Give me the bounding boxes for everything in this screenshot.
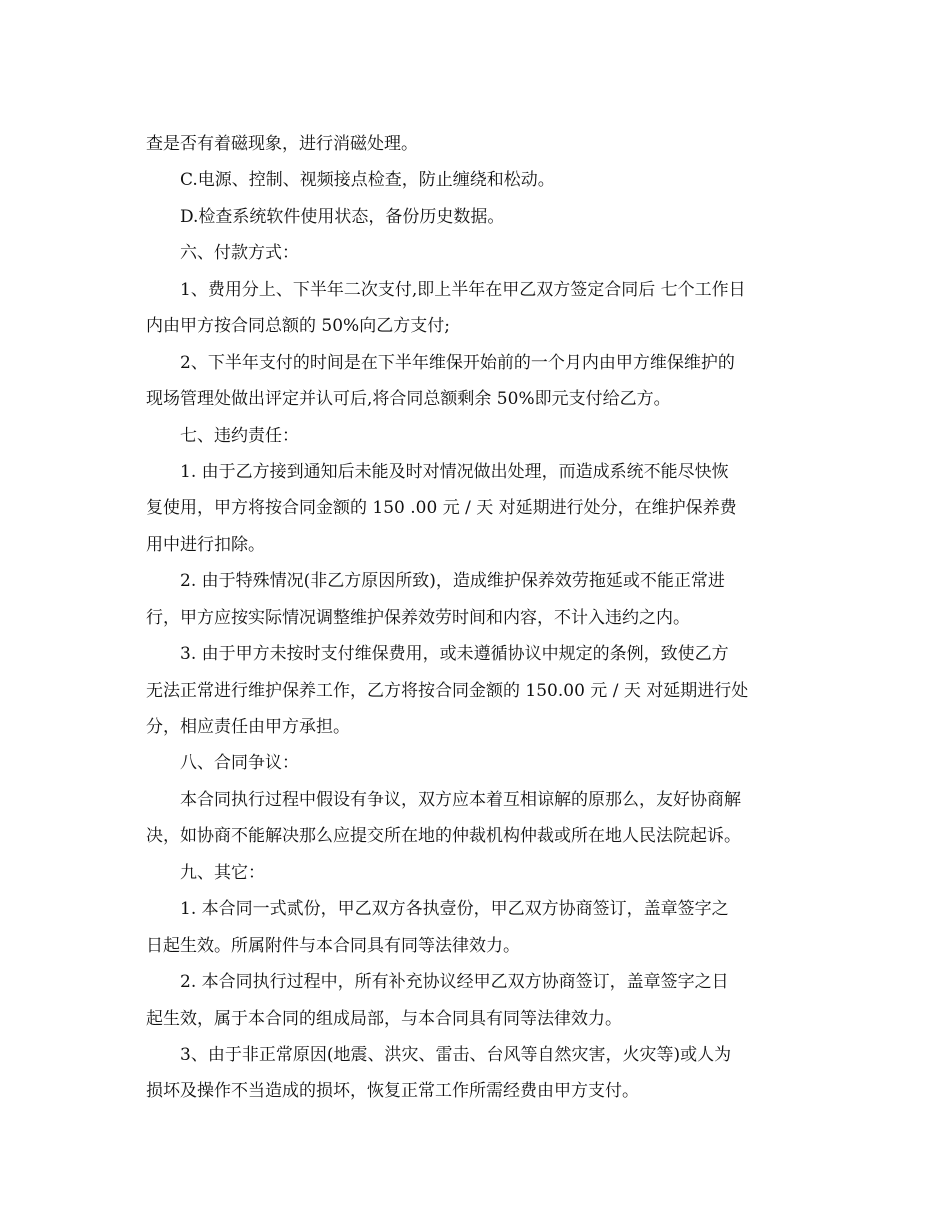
text-line: 日起生效。所属附件与本合同具有同等法律效力。 [146, 935, 520, 956]
text-line: 行，甲方应按实际情况调整维护保养效劳时间和内容，不计入违约之内。 [146, 607, 690, 628]
document-body [146, 126, 806, 1110]
text-line: 分，相应责任由甲方承担。 [146, 717, 350, 737]
text-line: 1. 由于乙方接到通知后未能及时对情况做出处理，而造成系统不能尽快恢 [180, 461, 729, 482]
section-heading-payment: 六、付款方式： [180, 243, 299, 264]
text-line: 用中进行扣除。 [146, 534, 265, 555]
section-heading-dispute: 八、合同争议： [180, 753, 299, 774]
text-line: 1. 本合同一式贰份，甲乙双方各执壹份，甲乙双方协商签订，盖章签字之 [180, 899, 729, 920]
text-line: 损坏及操作不当造成的损坏，恢复正常工作所需经费由甲方支付。 [146, 1081, 639, 1102]
text-line: 查是否有着磁现象，进行消磁处理。 [146, 134, 418, 154]
section-heading-other: 九、其它： [180, 862, 265, 883]
text-line: 决，如协商不能解决那么应提交所在地的仲裁机构仲裁或所在地人民法院起诉。 [146, 826, 741, 847]
text-line: 无法正常进行维护保养工作，乙方将按合同金额的 150.00 元 / 天 对延期进行处 [146, 680, 749, 701]
text-line: 起生效，属于本合同的组成局部，与本合同具有同等法律效力。 [146, 1008, 622, 1029]
text-line: C.电源、控制、视频接点检查，防止缠绕和松动。 [180, 170, 555, 191]
text-line: 内由甲方按合同总额的 50%向乙方支付; [146, 316, 450, 337]
text-line: 复使用，甲方将按合同金额的 150 .00 元 / 天 对延期进行处分，在维护保养费 [146, 498, 737, 519]
text-line: 本合同执行过程中假设有争议，双方应本着互相谅解的原那么，友好协商解 [180, 789, 741, 810]
section-heading-breach: 七、违约责任： [180, 425, 299, 446]
text-line: 2、下半年支付的时间是在下半年维保开始前的一个月内由甲方维保维护的 [180, 352, 735, 373]
text-line: 3、由于非正常原因(地震、洪灾、雷击、台风等自然灾害，火灾等)或人为 [180, 1044, 732, 1065]
text-line: D.检查系统软件使用状态，备份历史数据。 [180, 206, 505, 227]
text-line: 2. 由于特殊情况(非乙方原因所致)，造成维护保养效劳拖延或不能正常进 [180, 571, 725, 592]
text-line: 1、费用分上、下半年二次支付,即上半年在甲乙双方签定合同后 七个工作日 [180, 279, 746, 300]
text-line: 3. 由于甲方未按时支付维保费用，或未遵循协议中规定的条例，致使乙方 [180, 644, 729, 665]
text-line: 2. 本合同执行过程中，所有补充协议经甲乙双方协商签订，盖章签字之日 [180, 972, 729, 993]
text-line: 现场管理处做出评定并认可后,将合同总额剩余 50%即元支付给乙方。 [146, 389, 671, 410]
